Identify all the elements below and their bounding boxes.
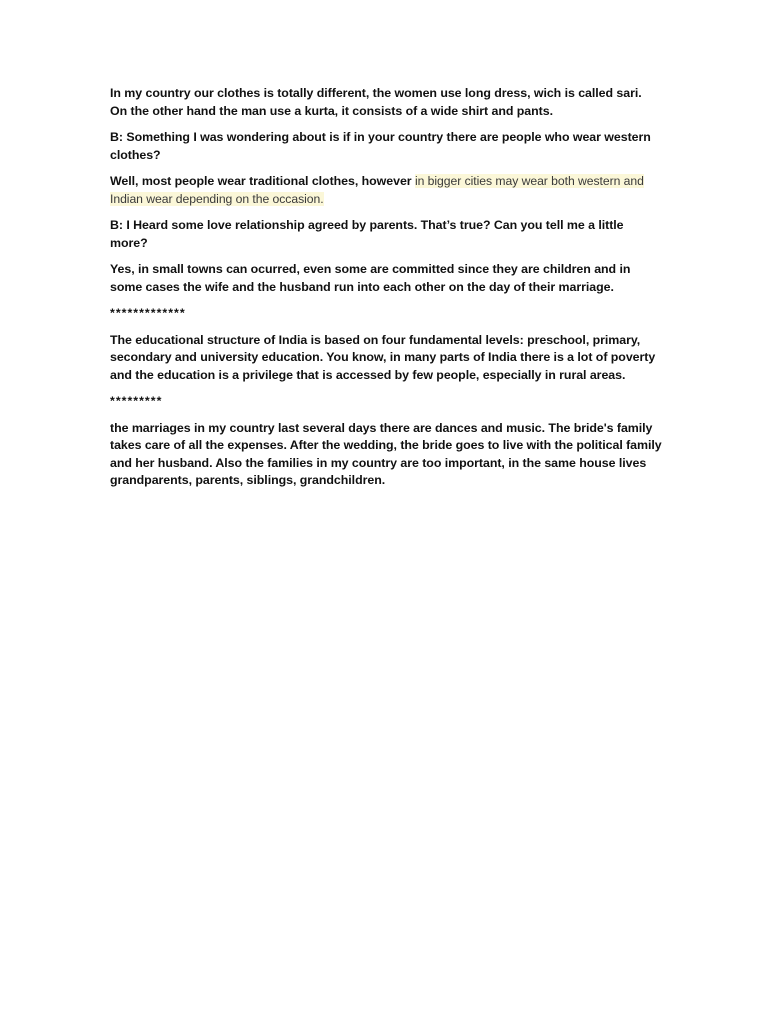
paragraph-traditional-clothes: [110, 173, 662, 208]
separator-asterisks-2: *********: [110, 394, 163, 408]
paragraph-question-western-clothes: B: Something I was wondering about is if in your country there are people who wear western clothes?: [110, 130, 651, 162]
paragraph-clothes: In my country our clothes is totally different, the women use long dress, wich is called sari. On the other hand the man use a kurta, it consists of a wide shirt and pants.: [110, 86, 642, 118]
document-body: [110, 85, 662, 499]
paragraph-traditional-clothes-lead: Well, most people wear traditional clothes, however: [110, 174, 415, 188]
separator-asterisks-1: *************: [110, 306, 186, 320]
paragraph-marriages: the marriages in my country last several days there are dances and music. The bride's family takes care of all the expenses. After the wedding, the bride goes to live with the political family and her husband. Also the families in my country are too important, in the same house lives grandparents, parents, siblings, grandchildren.: [110, 420, 662, 487]
paragraph-question-relationships: B: I Heard some love relationship agreed by parents. That’s true? Can you tell me a little more?: [110, 218, 624, 250]
paragraph-small-towns: Yes, in small towns can ocurred, even some are committed since they are children and in some cases the wife and the husband run into each other on the day of their marriage.: [110, 262, 631, 294]
paragraph-education: The educational structure of India is based on four fundamental levels: preschool, primary, secondary and university education. You know, in many parts of India there is a lot of poverty and the education is a privilege that is accessed by few people, especially in rural areas.: [110, 332, 656, 382]
highlighted-text: in bigger cities may wear both western and Indian wear depending on the occasion.: [110, 174, 644, 206]
